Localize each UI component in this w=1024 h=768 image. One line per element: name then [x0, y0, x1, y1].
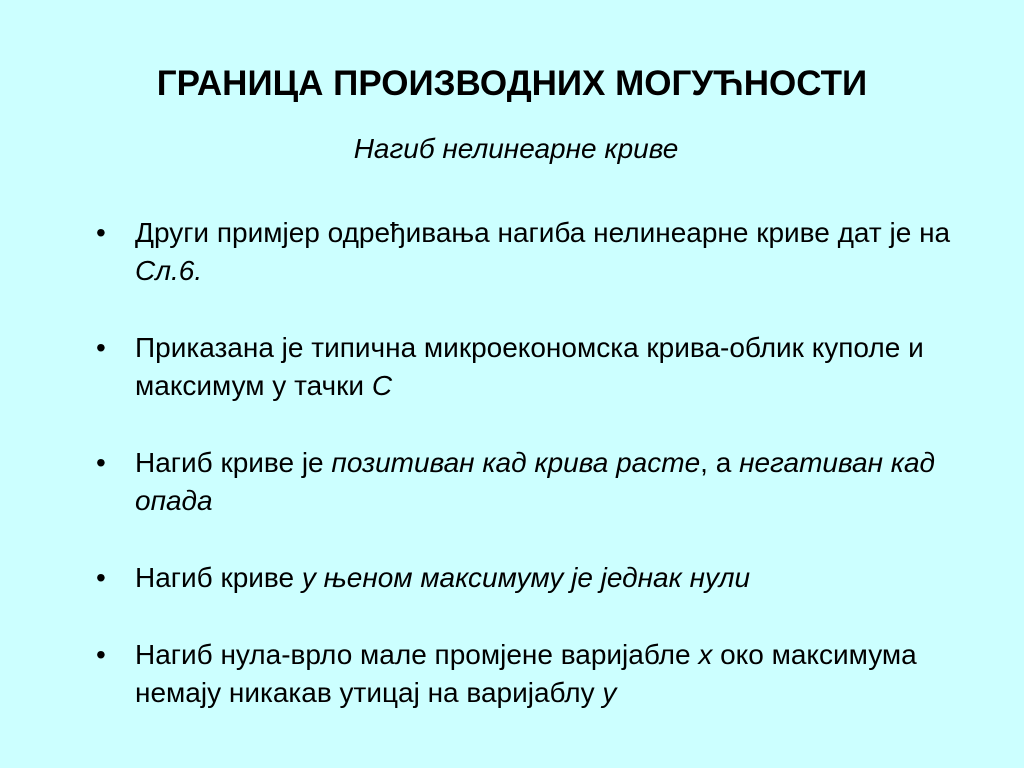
bullet-marker: • [96, 217, 106, 248]
bullet-text: Нагиб криве [135, 562, 302, 593]
bullet-marker: • [96, 447, 106, 478]
slide-title: ГРАНИЦА ПРОИЗВОДНИХ МОГУЋНОСТИ [156, 64, 868, 103]
bullet-item [96, 559, 976, 597]
bullet-item [96, 329, 976, 405]
bullet-text: Приказана је типична микроекономска крива-облик куполе и максимум у тачки [135, 332, 924, 401]
bullet-item [96, 214, 976, 290]
emphasis-text: у њеном максимуму је једнак нули [301, 562, 751, 593]
figure-reference: Сл.6. [135, 255, 203, 286]
variable-label: x [698, 639, 713, 670]
variable-label: y [602, 677, 617, 708]
emphasis-text: позитиван кад крива расте [331, 447, 701, 478]
bullet-text: Други примјер одређивања нагиба нелинеарне криве дат је на [135, 217, 951, 248]
bullet-text: око максимума немају никакав утицај на варијаблу [135, 639, 917, 708]
bullet-text: , а [700, 447, 740, 478]
bullet-marker: • [96, 562, 106, 593]
bullet-marker: • [96, 639, 106, 670]
bullet-marker: • [96, 332, 106, 363]
slide-subtitle: Нагиб нелинеарне криве [353, 133, 679, 164]
bullet-item [96, 636, 976, 712]
bullet-item [96, 444, 976, 520]
bullet-list [96, 214, 976, 751]
emphasis-text: негативан кад опада [135, 447, 936, 516]
bullet-text: Нагиб криве је [135, 447, 332, 478]
bullet-text: Нагиб нула-врло мале промјене варијабле [135, 639, 699, 670]
point-label: C [371, 370, 393, 401]
